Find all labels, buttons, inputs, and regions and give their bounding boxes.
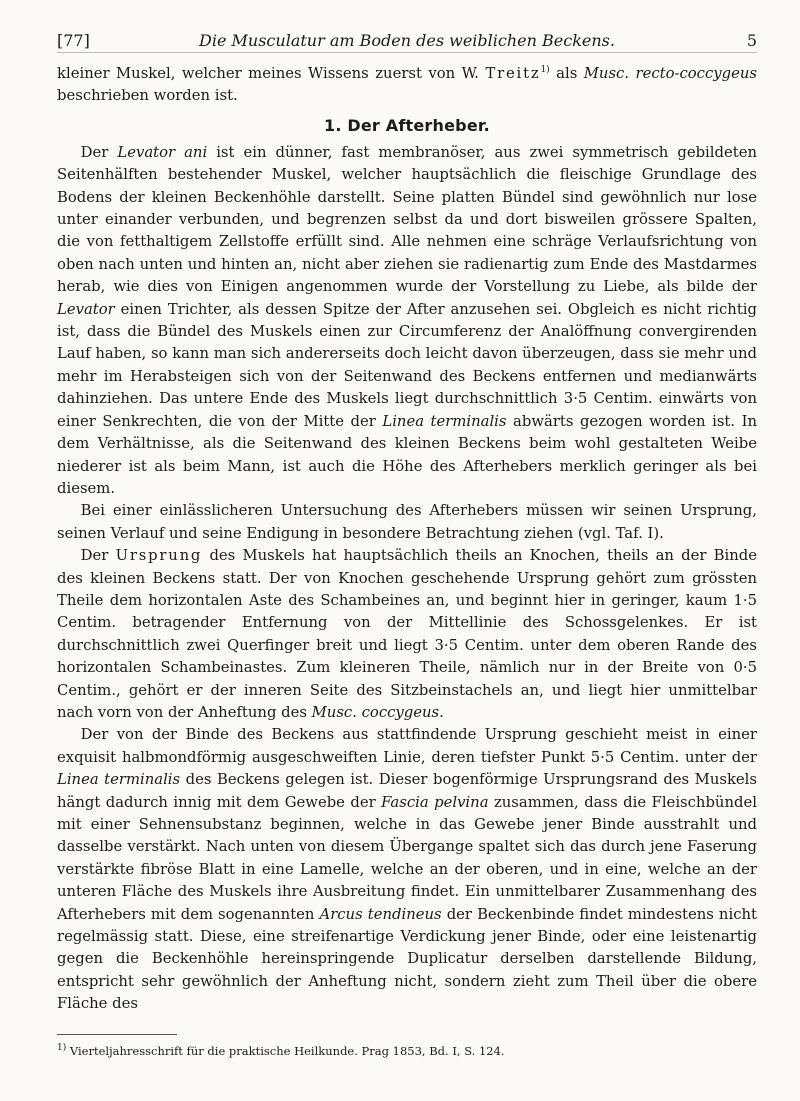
p4-text-4: der Beckenbinde findet mindestens nicht regelmässig statt. Diese, eine streifenartige Verdickung jener Binde, oder eine leistenartig gegen die Beckenhöhle hereinspringende Duplicatur derselben darstellende Bildung, entspricht sehr gewöhnlich der Anheftung nicht, sondern zieht zum Theil über die obere Fläche des: [57, 905, 757, 1013]
p1-text-3: einen Trichter, als dessen Spitze der After anzusehen sei. Obgleich es nicht richtig ist, dass die Bündel des Muskels einen zur Circumferenz der Analöffnung convergirenden Lauf haben, so kann man sich andererseits doch leicht davon überzeugen, dass sie mehr und mehr im Herabsteigen sich von der Seitenwand des Beckens entfernen und medianwärts dahinziehen. Das untere Ende des Muskels liegt durchschnittlich 3·5 Centim. einwärts von einer Senkrechten, die von der Mitte der: [57, 300, 757, 430]
footnote-text: Vierteljahresschrift für die praktische Heilkunde. Prag 1853, Bd. I, S. 124.: [69, 1043, 505, 1058]
p1-term-3: Linea terminalis: [382, 412, 507, 430]
p4-text-2: des Beckens gelegen ist. Dieser bogenförmige Ursprungsrand des Muskels hängt dadurch innig mit dem Gewebe der: [57, 771, 757, 811]
running-title: Die Musculatur am Boden des weiblichen Beckens.: [199, 31, 615, 50]
author-name: Treitz: [485, 65, 541, 82]
p1-text-1: Der: [80, 143, 109, 161]
p4-term-2: Fascia pelvina: [381, 793, 489, 811]
p4-text-1: Der von der Binde des Beckens aus stattfindende Ursprung geschieht meist in einer exquisit halbmondförmig ausgeschweiften Linie, deren tiefster Punkt 5·5 Centim. unter der: [57, 726, 757, 766]
footnote-marker: 1): [57, 1042, 67, 1053]
p4-term-1: Linea terminalis: [57, 771, 181, 789]
p3-text-2: des Muskels hat hauptsächlich theils an Knochen, theils an der Binde des kleinen Beckens statt. Der von Knochen geschehende Ursprung gehört zum grössten Theile dem horizontalen Aste des Schambeines an, und beginnt hier in geringer, kaum 1·5 Centim. betragender Entfernung von der Mittellinie des Schossgelenkes. Er ist durchschnittlich zwei Querfinger breit und liegt 3·5 Centim. unter dem oberen Rande des horizontalen Schambeinastes. Zum kleineren Theile, nämlich nur in der Breite von 0·5 Centim., gehört er der inneren Seite des Sitzbeinstachels an, und liegt hier unmittelbar nach vorn von der Anheftung des: [57, 547, 757, 721]
p1-term-1: Levator ani: [117, 143, 208, 161]
page: [57, 30, 757, 1059]
p1-text-2: ist ein dünner, fast membranöser, aus zwei symmetrisch gebildeten Seitenhälften bestehender Muskel, welcher hauptsächlich die fleischige Grundlage des Bodens der kleinen Beckenhöhle darstellt. Seine platten Bündel sind gewöhnlich nur lose unter einander verbunden, und begrenzen selbst da und dort bisweilen grössere Spalten, die von fetthaltigem Zellstoffe erfüllt sind. Alle nehmen eine schräge Verlaufsrichtung von oben nach unten und hinten an, nicht aber ziehen sie radienartig zum Ende des Mastdarmes herab, wie dies von Einigen angenommen wurde der Vorstellung zu Liebe, als bilde der: [57, 143, 757, 296]
intro-text-1: kleiner Muskel, welcher meines Wissens zuerst von W.: [57, 65, 479, 82]
p3-text-1: Der: [80, 547, 109, 565]
running-head: [57, 30, 757, 53]
footnote-reference[interactable]: 1): [540, 65, 550, 76]
p1-term-2: Levator: [57, 300, 115, 318]
intro-term: Musc. recto-coccygeus: [583, 65, 757, 82]
footnote: [57, 1043, 757, 1059]
intro-paragraph: [57, 63, 757, 108]
section-title: 1. Der Afterheber.: [324, 115, 490, 135]
p3-term: Musc. coccygeus.: [311, 703, 444, 721]
p4-term-3: Arcus tendineus: [319, 905, 442, 923]
paragraph-origin: [57, 545, 757, 724]
p3-spaced-term: Ursprung: [115, 547, 203, 565]
paragraph-levator: [57, 142, 757, 501]
page-number: 5: [746, 31, 757, 50]
page-bracket-number: [77]: [57, 31, 90, 50]
intro-text-2: als: [556, 65, 578, 82]
paragraph-fascia: [57, 724, 757, 1015]
p4-text-3: zusammen, dass die Fleischbündel mit einer Sehnensubstanz beginnen, welche in das Gewebe jener Binde ausstrahlt und dasselbe verstärkt. Nach unten von diesem Übergange spaltet sich das durch jene Faserung verstärkte fibröse Blatt in eine Lamelle, welche an der oberen, und in eine, welche an der unteren Fläche des Muskels ihre Ausbreitung findet. Ein unmittelbarer Zusammenhang des Afterhebers mit dem sogenannten: [57, 793, 757, 923]
body-text: [57, 63, 757, 1016]
paragraph-examination: Bei einer einlässlicheren Untersuchung des Afterhebers müssen wir seinen Ursprung, seinen Verlauf und seine Endigung in besondere Betrachtung ziehen (vgl. Taf. I).: [57, 502, 757, 542]
footnote-divider: [57, 1034, 177, 1035]
intro-text-3: beschrieben worden ist.: [57, 87, 238, 105]
p1-text-4: abwärts gezogen worden ist. In dem Verhältnisse, als die Seitenwand des kleinen Beckens beim wohl gestalteten Weibe niederer ist als beim Mann, ist auch die Höhe des Afterhebers merklich geringer als bei diesem.: [57, 412, 757, 497]
